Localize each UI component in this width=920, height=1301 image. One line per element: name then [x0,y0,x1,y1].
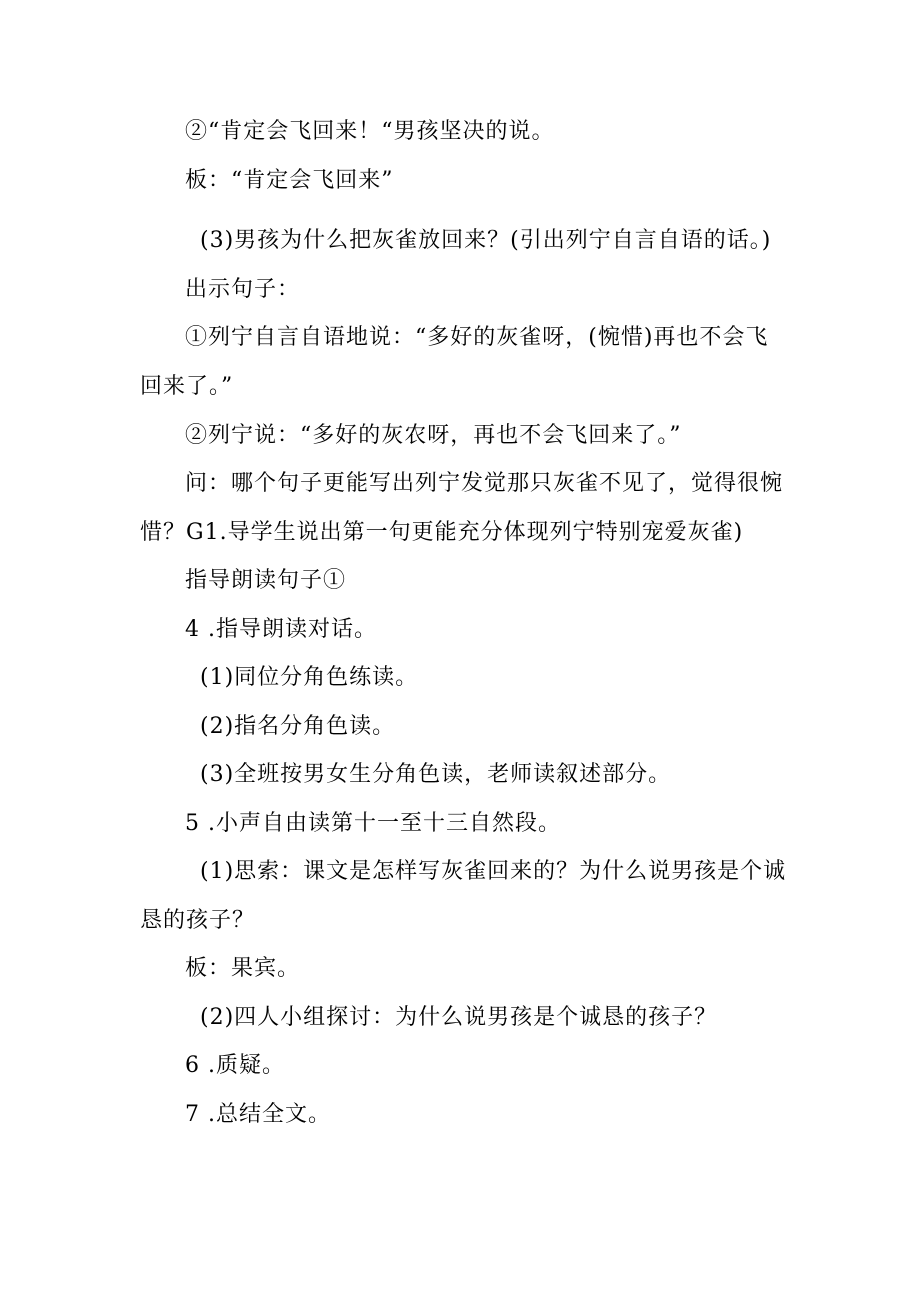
text-line: 恳的孩子？ [140,908,256,933]
text-line: 板：果宾。 [185,956,301,981]
text-line: ②列宁说：“多好的灰农呀，再也不会飞回来了。” [185,423,682,448]
text-line: (1)思索：课文是怎样写灰雀回来的？为什么说男孩是个诚 [200,859,787,884]
text-line: 出示句子： [185,277,301,302]
text-line: 回来了。” [140,374,234,399]
text-line: (3)全班按男女生分角色读，老师读叙述部分。 [200,762,672,787]
text-line: (3)男孩为什么把灰雀放回来？(引出列宁自言自语的话。) [200,228,772,253]
text-line: 6 .质疑。 [185,1053,285,1078]
text-line: 板：“肯定会飞回来” [185,168,394,193]
text-line: (2)指名分角色读。 [200,714,396,739]
text-line: 指导朗读句子① [185,568,347,593]
text-line: (2)四人小组探讨：为什么说男孩是个诚恳的孩子？ [200,1005,718,1030]
text-line: (1)同位分角色练读。 [200,665,419,690]
text-line: 5 .小声自由读第十一至十三自然段。 [185,811,561,836]
text-line: 4 .指导朗读对话。 [185,617,377,642]
text-line: 问：哪个句子更能写出列宁发觉那只灰雀不见了，觉得很惋 [185,471,784,496]
text-line: 惜？G1.导学生说出第一句更能充分体现列宁特别宠爱灰雀) [140,520,744,545]
text-line: ①列宁自言自语地说：“多好的灰雀呀，(惋惜)再也不会飞 [185,325,769,350]
text-line: 7 .总结全文。 [185,1102,331,1127]
text-line: ②“肯定会飞回来！“男孩坚决的说。 [185,119,555,144]
